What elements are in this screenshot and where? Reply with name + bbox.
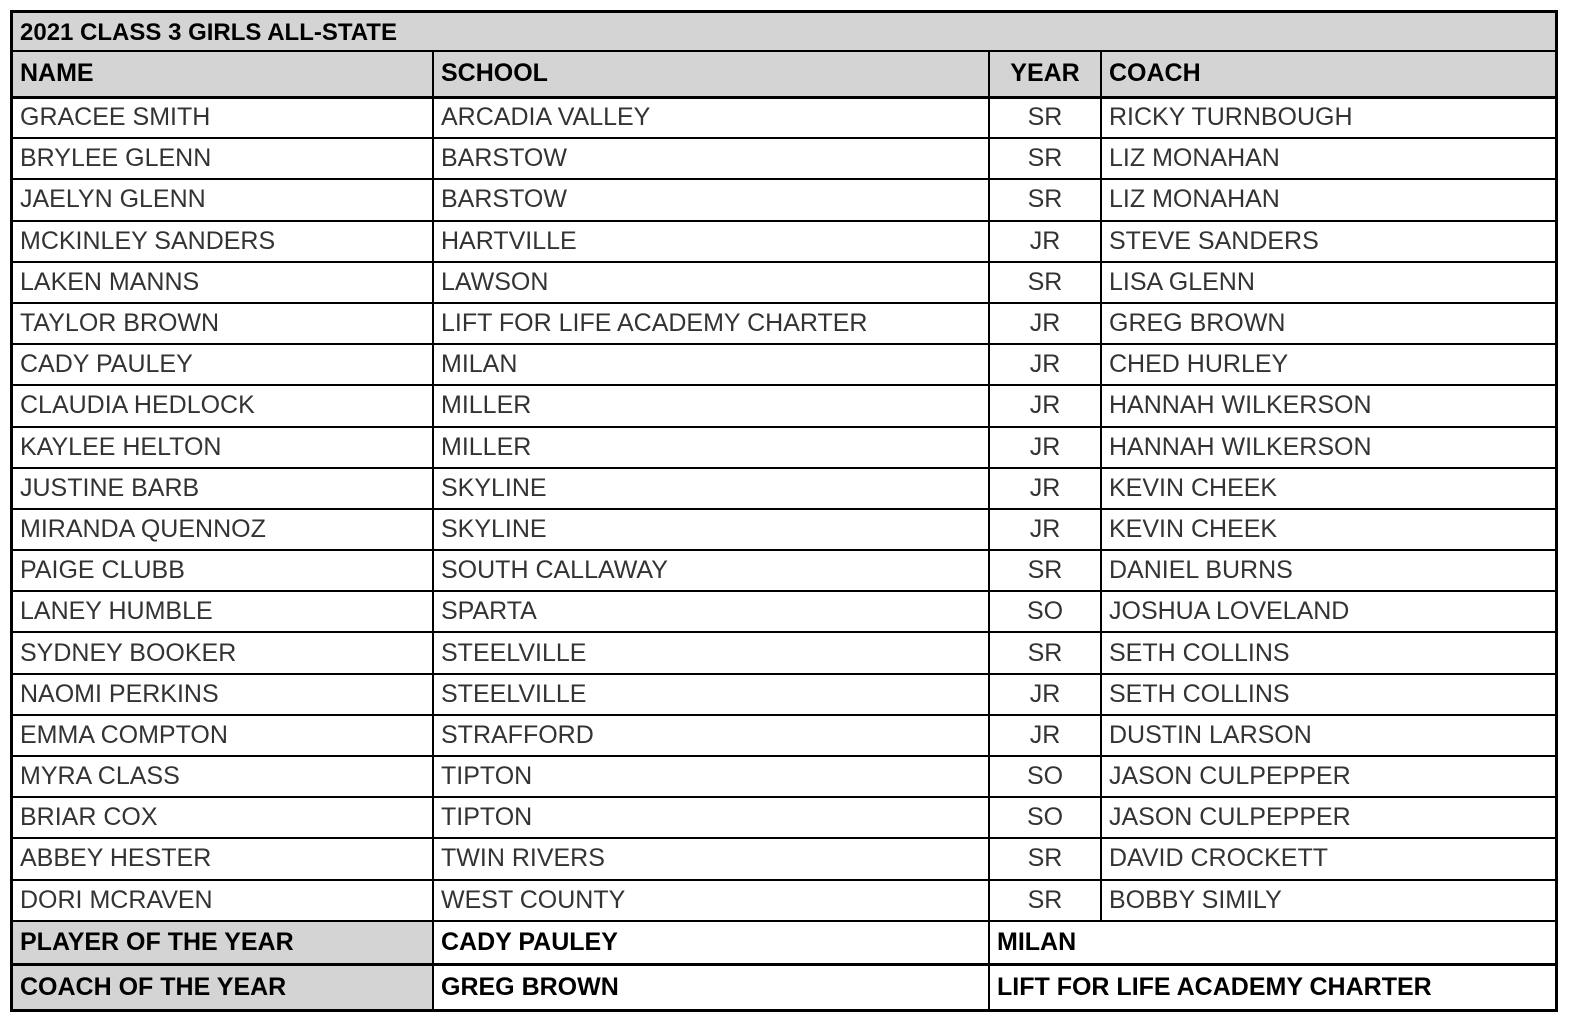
cell-school: MILAN: [433, 344, 989, 385]
table-row: [13, 97, 1555, 138]
table-row: [13, 797, 1555, 838]
cell-coach: BOBBY SIMILY: [1101, 880, 1555, 921]
cell-coach: LIZ MONAHAN: [1101, 179, 1555, 220]
cell-school: TWIN RIVERS: [433, 838, 989, 879]
table-row: [13, 262, 1555, 303]
cell-coach: STEVE SANDERS: [1101, 221, 1555, 262]
column-header-school: SCHOOL: [433, 51, 989, 97]
award-school: LIFT FOR LIFE ACADEMY CHARTER: [997, 973, 1432, 1001]
cell-coach: JASON CULPEPPER: [1101, 756, 1555, 797]
cell-coach: SETH COLLINS: [1101, 674, 1555, 715]
award-label: PLAYER OF THE YEAR: [13, 921, 433, 965]
table-row: [13, 468, 1555, 509]
cell-year: JR: [989, 303, 1101, 344]
cell-year: JR: [989, 344, 1101, 385]
table-row: [13, 632, 1555, 673]
cell-year: SR: [989, 262, 1101, 303]
cell-name: DORI MCRAVEN: [13, 880, 433, 921]
cell-year: JR: [989, 715, 1101, 756]
cell-name: TAYLOR BROWN: [13, 303, 433, 344]
award-school: MILAN: [989, 921, 1555, 965]
table-row: [13, 221, 1555, 262]
cell-school: BARSTOW: [433, 179, 989, 220]
cell-coach: LISA GLENN: [1101, 262, 1555, 303]
cell-school: LAWSON: [433, 262, 989, 303]
cell-school: SKYLINE: [433, 509, 989, 550]
cell-coach: DAVID CROCKETT: [1101, 838, 1555, 879]
table-row: [13, 550, 1555, 591]
cell-year: JR: [989, 221, 1101, 262]
cell-name: JUSTINE BARB: [13, 468, 433, 509]
table-title: 2021 CLASS 3 GIRLS ALL-STATE: [13, 13, 1555, 51]
table-row: [13, 303, 1555, 344]
column-header-coach: COACH: [1101, 51, 1555, 97]
award-winner: GREG BROWN: [433, 965, 989, 1009]
cell-name: LANEY HUMBLE: [13, 591, 433, 632]
cell-coach: SETH COLLINS: [1101, 632, 1555, 673]
cell-coach: RICKY TURNBOUGH: [1101, 97, 1555, 138]
cell-school: SPARTA: [433, 591, 989, 632]
table-row: [13, 715, 1555, 756]
cell-coach: GREG BROWN: [1101, 303, 1555, 344]
cell-year: SR: [989, 838, 1101, 879]
cell-school: STRAFFORD: [433, 715, 989, 756]
table-row: [13, 385, 1555, 426]
cell-year: SO: [989, 591, 1101, 632]
title-row: [13, 13, 1555, 51]
cell-name: GRACEE SMITH: [13, 97, 433, 138]
cell-name: MCKINLEY SANDERS: [13, 221, 433, 262]
cell-school: MILLER: [433, 385, 989, 426]
cell-year: SR: [989, 632, 1101, 673]
cell-coach: CHED HURLEY: [1101, 344, 1555, 385]
cell-year: SO: [989, 756, 1101, 797]
table-row: [13, 179, 1555, 220]
cell-coach: KEVIN CHEEK: [1101, 509, 1555, 550]
table-row: [13, 880, 1555, 921]
cell-school: BARSTOW: [433, 138, 989, 179]
cell-school: TIPTON: [433, 756, 989, 797]
table-row: [13, 756, 1555, 797]
cell-school: ARCADIA VALLEY: [433, 97, 989, 138]
cell-name: CADY PAULEY: [13, 344, 433, 385]
cell-name: BRYLEE GLENN: [13, 138, 433, 179]
table-row: [13, 138, 1555, 179]
award-winner: CADY PAULEY: [433, 921, 989, 965]
table-row: [13, 427, 1555, 468]
cell-year: JR: [989, 468, 1101, 509]
all-state-table: [13, 13, 1555, 1009]
cell-year: SR: [989, 550, 1101, 591]
cell-coach: DUSTIN LARSON: [1101, 715, 1555, 756]
table-row: [13, 509, 1555, 550]
cell-school: WEST COUNTY: [433, 880, 989, 921]
cell-school: STEELVILLE: [433, 674, 989, 715]
cell-coach: KEVIN CHEEK: [1101, 468, 1555, 509]
cell-year: SR: [989, 97, 1101, 138]
table-row: [13, 591, 1555, 632]
cell-school: TIPTON: [433, 797, 989, 838]
award-row-player-of-year: [13, 921, 1555, 965]
cell-school: STEELVILLE: [433, 632, 989, 673]
cell-year: JR: [989, 674, 1101, 715]
cell-coach: LIZ MONAHAN: [1101, 138, 1555, 179]
table-row: [13, 674, 1555, 715]
cell-name: NAOMI PERKINS: [13, 674, 433, 715]
column-header-year: YEAR: [989, 51, 1101, 97]
cell-school: MILLER: [433, 427, 989, 468]
cell-school: SKYLINE: [433, 468, 989, 509]
award-row-coach-of-year: [13, 965, 1555, 1009]
cell-coach: HANNAH WILKERSON: [1101, 385, 1555, 426]
cell-year: JR: [989, 509, 1101, 550]
cell-year: SR: [989, 179, 1101, 220]
cell-name: KAYLEE HELTON: [13, 427, 433, 468]
cell-year: JR: [989, 385, 1101, 426]
cell-name: JAELYN GLENN: [13, 179, 433, 220]
cell-name: EMMA COMPTON: [13, 715, 433, 756]
cell-name: MYRA CLASS: [13, 756, 433, 797]
cell-coach: JOSHUA LOVELAND: [1101, 591, 1555, 632]
table-row: [13, 838, 1555, 879]
award-label: COACH OF THE YEAR: [13, 965, 433, 1009]
all-state-sheet: [10, 10, 1558, 1012]
cell-year: SO: [989, 797, 1101, 838]
cell-name: LAKEN MANNS: [13, 262, 433, 303]
cell-coach: HANNAH WILKERSON: [1101, 427, 1555, 468]
cell-name: SYDNEY BOOKER: [13, 632, 433, 673]
header-row: [13, 51, 1555, 97]
cell-name: MIRANDA QUENNOZ: [13, 509, 433, 550]
cell-name: ABBEY HESTER: [13, 838, 433, 879]
cell-name: PAIGE CLUBB: [13, 550, 433, 591]
table-row: [13, 344, 1555, 385]
cell-school: LIFT FOR LIFE ACADEMY CHARTER: [433, 303, 989, 344]
cell-coach: JASON CULPEPPER: [1101, 797, 1555, 838]
cell-name: BRIAR COX: [13, 797, 433, 838]
cell-year: JR: [989, 427, 1101, 468]
cell-year: SR: [989, 138, 1101, 179]
column-header-name: NAME: [13, 51, 433, 97]
cell-school: SOUTH CALLAWAY: [433, 550, 989, 591]
cell-name: CLAUDIA HEDLOCK: [13, 385, 433, 426]
cell-school: HARTVILLE: [433, 221, 989, 262]
cell-coach: DANIEL BURNS: [1101, 550, 1555, 591]
cell-year: SR: [989, 880, 1101, 921]
